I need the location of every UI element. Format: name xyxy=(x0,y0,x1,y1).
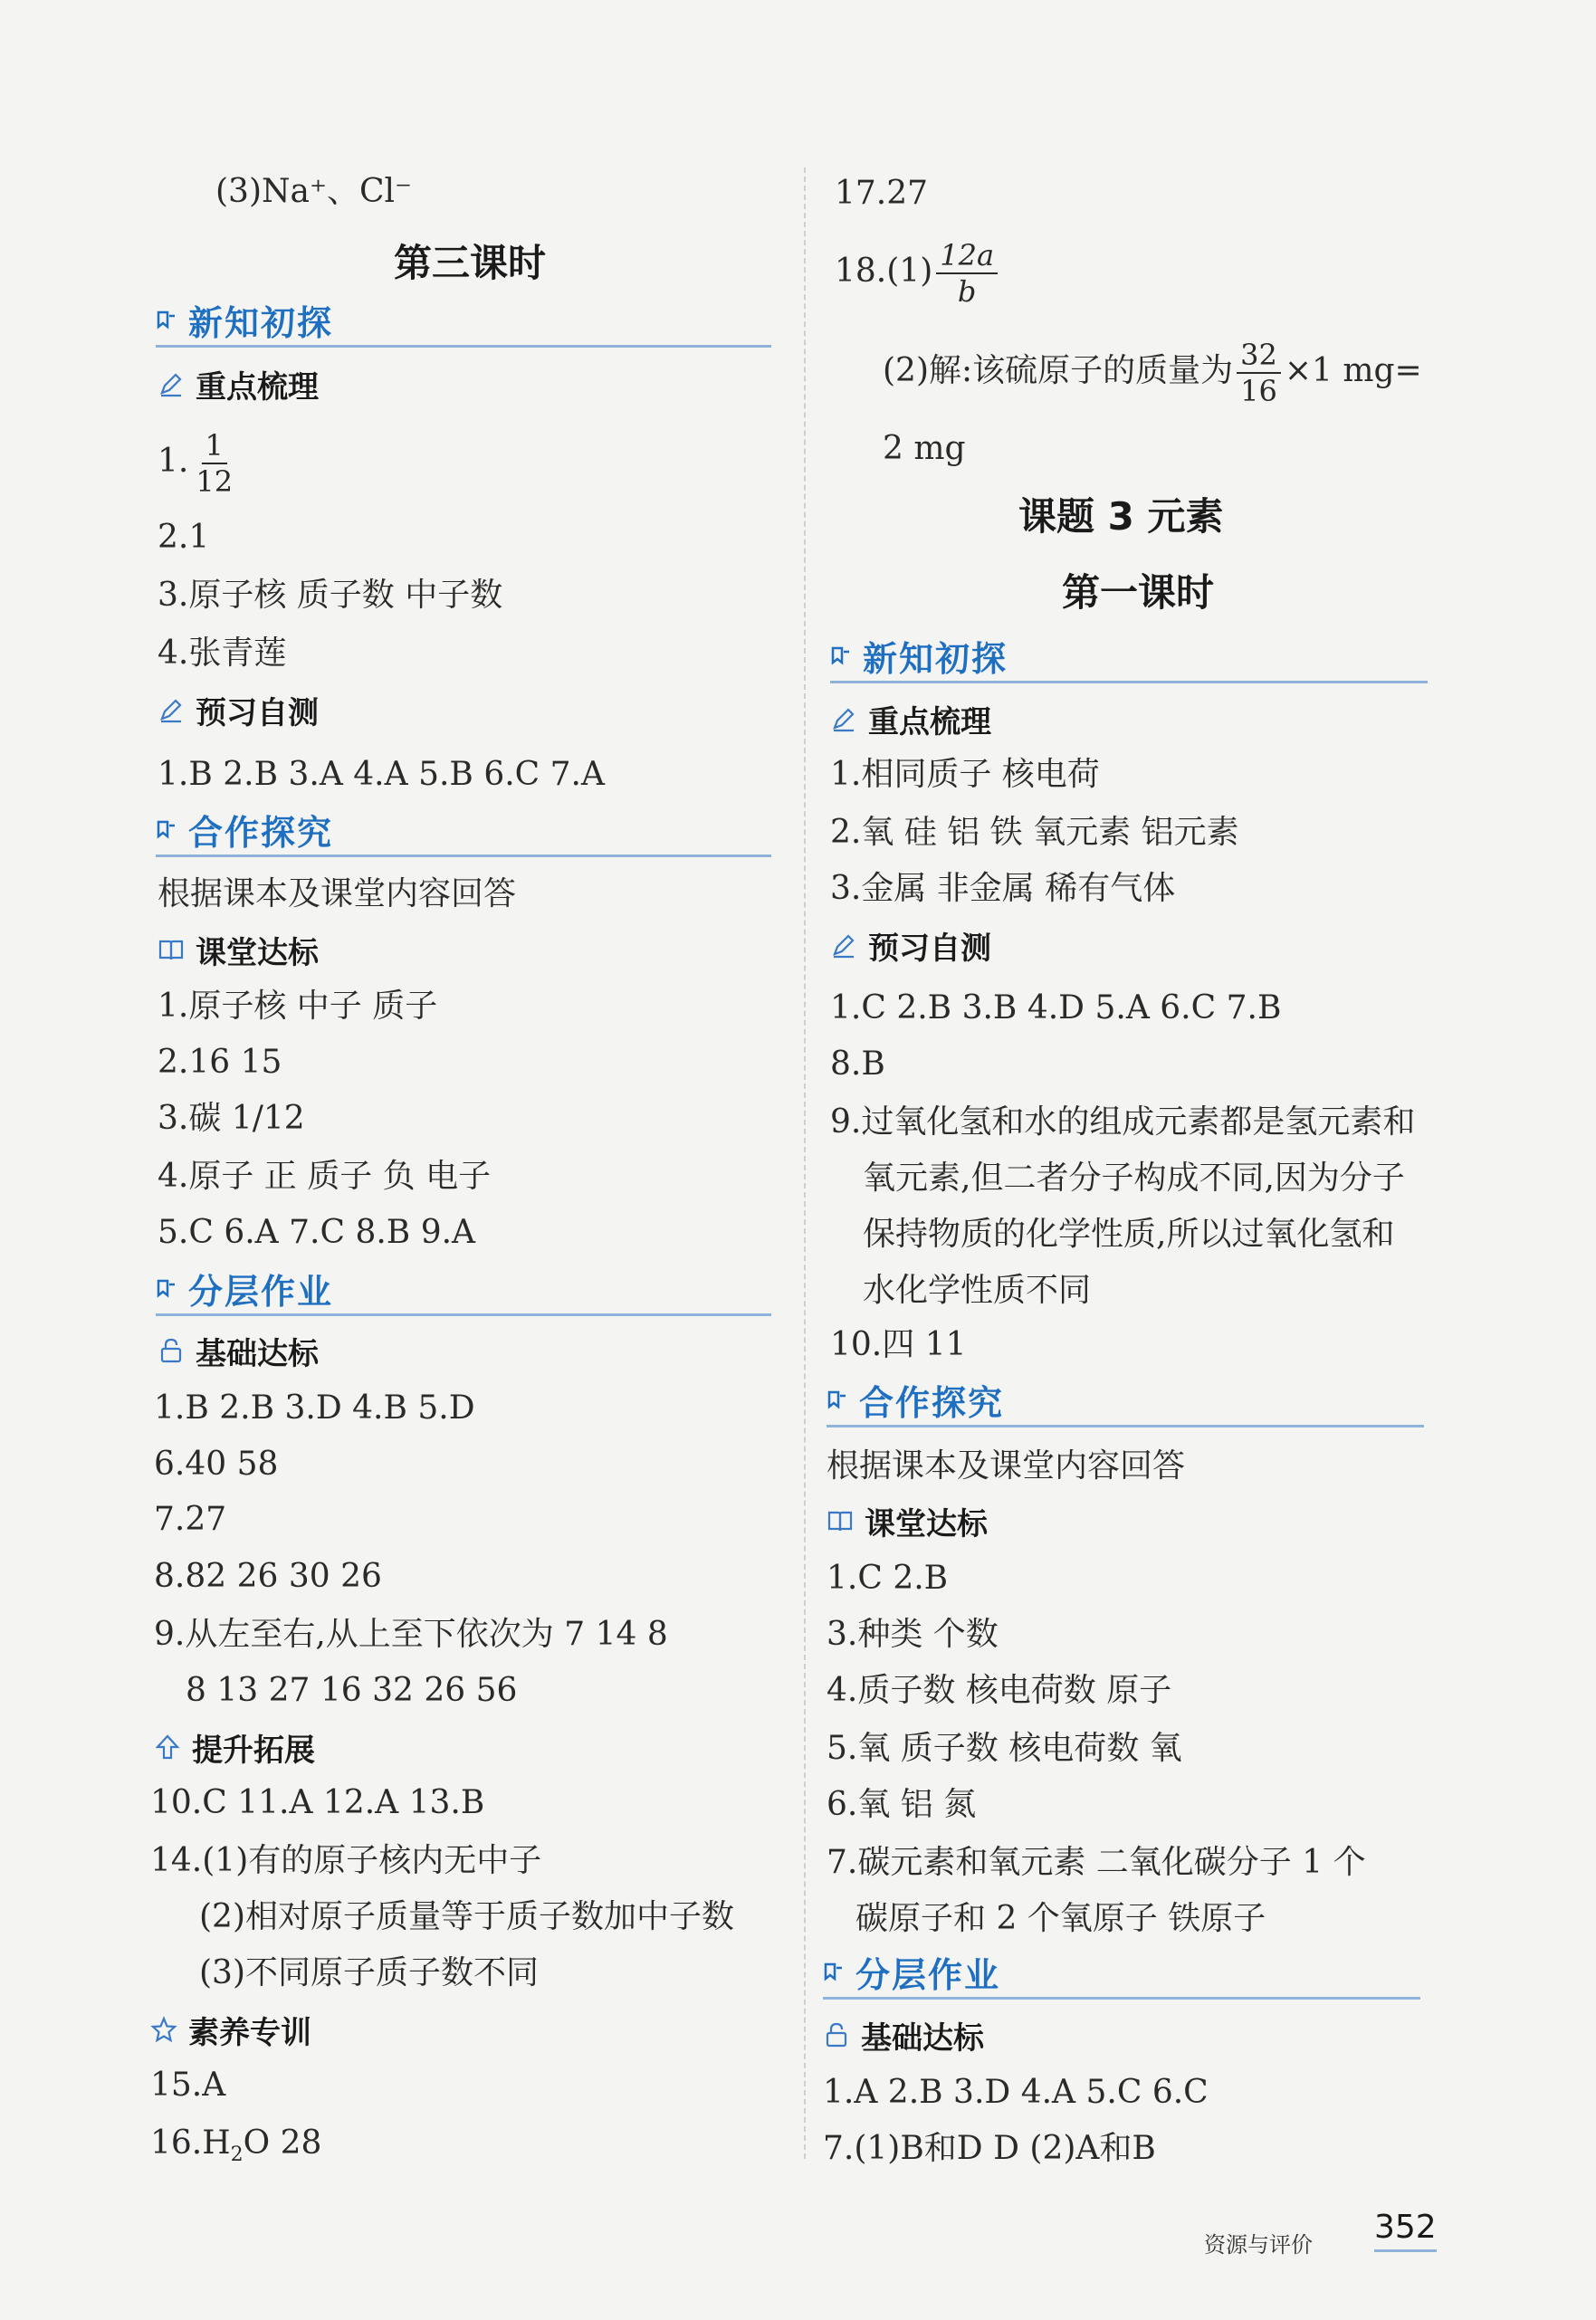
book-icon xyxy=(158,936,185,963)
pen-icon xyxy=(830,705,857,732)
answer-line: 8.82 26 30 26 xyxy=(154,1558,382,1595)
answer-line: 2.氧 硅 铝 铁 氧元素 铝元素 xyxy=(830,814,1239,851)
answer-line: 1. $\frac{1}{12}$ xyxy=(158,425,240,498)
answer-line: 1.B 2.B 3.D 4.B 5.D xyxy=(154,1389,475,1427)
answer-line: 9.过氧化氢和水的组成元素都是氢元素和 xyxy=(830,1103,1416,1141)
bookmark-icon xyxy=(156,309,177,330)
subheader-zhongdian: 重点梳理 xyxy=(158,362,319,406)
pen-icon xyxy=(158,370,185,397)
answer-line: 3.碳 1/12 xyxy=(158,1100,305,1137)
section-header-hezuo: 合作探究 xyxy=(827,1374,1424,1427)
answer-line: 2.1 xyxy=(158,519,210,556)
lesson-title: 课题 3 元素 xyxy=(1018,494,1224,539)
answer-line: 10.四 11 xyxy=(830,1326,967,1363)
answer-line: 5.C 6.A 7.C 8.B 9.A xyxy=(158,1214,476,1251)
page-number: 352 xyxy=(1374,2209,1437,2252)
bookmark-icon xyxy=(830,644,852,666)
answer-line: 9.从左至右,从上至下依次为 7 14 8 xyxy=(154,1616,668,1653)
answer-line: 14.(1)有的原子核内无中子 xyxy=(150,1842,542,1879)
bookmark-icon xyxy=(827,1389,848,1410)
fraction: $\frac{12a}{b}$ xyxy=(936,238,998,309)
answer-line: 1.C 2.B xyxy=(827,1560,949,1597)
section-header-xinzhi: 新知初探 xyxy=(830,630,1428,683)
answer-line: 保持物质的化学性质,所以过氧化氢和 xyxy=(863,1216,1395,1253)
answer-line: 4.质子数 核电荷数 原子 xyxy=(827,1672,1172,1709)
fraction: $\frac{1}{12}$ xyxy=(196,428,234,499)
answer-line: 1.原子核 中子 质子 xyxy=(158,988,438,1025)
section-header-fenceng: 分层作业 xyxy=(156,1263,771,1316)
bookmark-icon xyxy=(156,1277,177,1299)
answer-line: 2.16 15 xyxy=(158,1044,282,1081)
answer-line: 3.种类 个数 xyxy=(827,1616,999,1653)
subheader-tisheng: 提升拓展 xyxy=(154,1725,315,1769)
arrow-up-icon xyxy=(154,1733,181,1761)
answer-line: 8 13 27 16 32 26 56 xyxy=(186,1672,518,1709)
subheader-jichu: 基础达标 xyxy=(823,2013,984,2057)
answer-line: 碳原子和 2 个氧原子 铁原子 xyxy=(855,1900,1266,1937)
fraction: $\frac{32}{16}$ xyxy=(1237,338,1281,408)
pen-icon xyxy=(158,696,185,723)
footer-label: 资源与评价 xyxy=(1204,2232,1313,2258)
section-header-xinzhi: 新知初探 xyxy=(156,294,771,348)
answer-line: 1.A 2.B 3.D 4.A 5.C 6.C xyxy=(823,2074,1209,2111)
answer-line: 3.原子核 质子数 中子数 xyxy=(158,577,503,614)
answer-line: 3.金属 非金属 稀有气体 xyxy=(830,870,1176,907)
answer-line: 1.相同质子 核电荷 xyxy=(830,756,1100,793)
bookmark-icon xyxy=(156,818,177,840)
answer-line: 根据课本及课堂内容回答 xyxy=(827,1447,1186,1485)
column-divider xyxy=(804,167,806,2159)
subheader-yuxi: 预习自测 xyxy=(158,688,319,731)
subheader-ketang: 课堂达标 xyxy=(158,928,319,971)
book-icon xyxy=(827,1507,854,1534)
star-icon xyxy=(150,2016,177,2043)
answer-line: 10.C 11.A 12.A 13.B xyxy=(150,1784,485,1821)
lesson-title: 第三课时 xyxy=(394,241,547,285)
answer-line: (3)Na⁺、Cl⁻ xyxy=(215,173,413,210)
answer-line: 6.氧 铝 氮 xyxy=(827,1786,977,1823)
lock-icon xyxy=(823,2021,850,2048)
answer-line: 18.(1) $\frac{12a}{b}$ xyxy=(835,235,1001,308)
answer-line: 7.碳元素和氧元素 二氧化碳分子 1 个 xyxy=(827,1844,1366,1881)
subheader-zhongdian: 重点梳理 xyxy=(830,697,991,740)
answer-line: (3)不同原子质子数不同 xyxy=(199,1954,539,1991)
lesson-title: 第一课时 xyxy=(1062,570,1215,615)
answer-line: 17.27 xyxy=(835,175,929,212)
answer-line: (2)相对原子质量等于质子数加中子数 xyxy=(199,1898,734,1935)
answer-line: $16.H_2O$ 28 xyxy=(150,2124,322,2167)
subheader-jichu: 基础达标 xyxy=(158,1329,319,1372)
answer-line: 4.张青莲 xyxy=(158,635,287,672)
answer-line: 5.氧 质子数 核电荷数 氧 xyxy=(827,1730,1182,1767)
answer-line: (2)解:该硫原子的质量为 $\frac{32}{16}$ ×1 mg= xyxy=(883,338,1422,408)
answer-line: 7.27 xyxy=(154,1501,227,1538)
answer-line: 6.40 58 xyxy=(154,1446,279,1483)
subheader-suyang: 素养专训 xyxy=(150,2008,311,2051)
pen-icon xyxy=(830,931,857,959)
subheader-yuxi: 预习自测 xyxy=(830,923,991,967)
answer-line: 7.(1)B和D D (2)A和B xyxy=(823,2130,1156,2167)
lock-icon xyxy=(158,1337,185,1364)
answer-line: 15.A xyxy=(150,2067,226,2104)
section-header-hezuo: 合作探究 xyxy=(156,804,771,857)
answer-line: 根据课本及课堂内容回答 xyxy=(158,875,517,912)
section-header-fenceng: 分层作业 xyxy=(823,1946,1420,2000)
answer-line: 1.C 2.B 3.B 4.D 5.A 6.C 7.B xyxy=(830,989,1282,1026)
answer-line: 4.原子 正 质子 负 电子 xyxy=(158,1158,492,1195)
subheader-ketang: 课堂达标 xyxy=(827,1499,988,1542)
answer-line: 氧元素,但二者分子构成不同,因为分子 xyxy=(863,1160,1405,1197)
answer-line: 水化学性质不同 xyxy=(863,1272,1092,1309)
answer-line: 1.B 2.B 3.A 4.A 5.B 6.C 7.A xyxy=(158,756,605,793)
answer-line: 2 mg xyxy=(883,430,966,467)
bookmark-icon xyxy=(823,1961,845,1982)
answer-line: 8.B xyxy=(830,1045,885,1083)
